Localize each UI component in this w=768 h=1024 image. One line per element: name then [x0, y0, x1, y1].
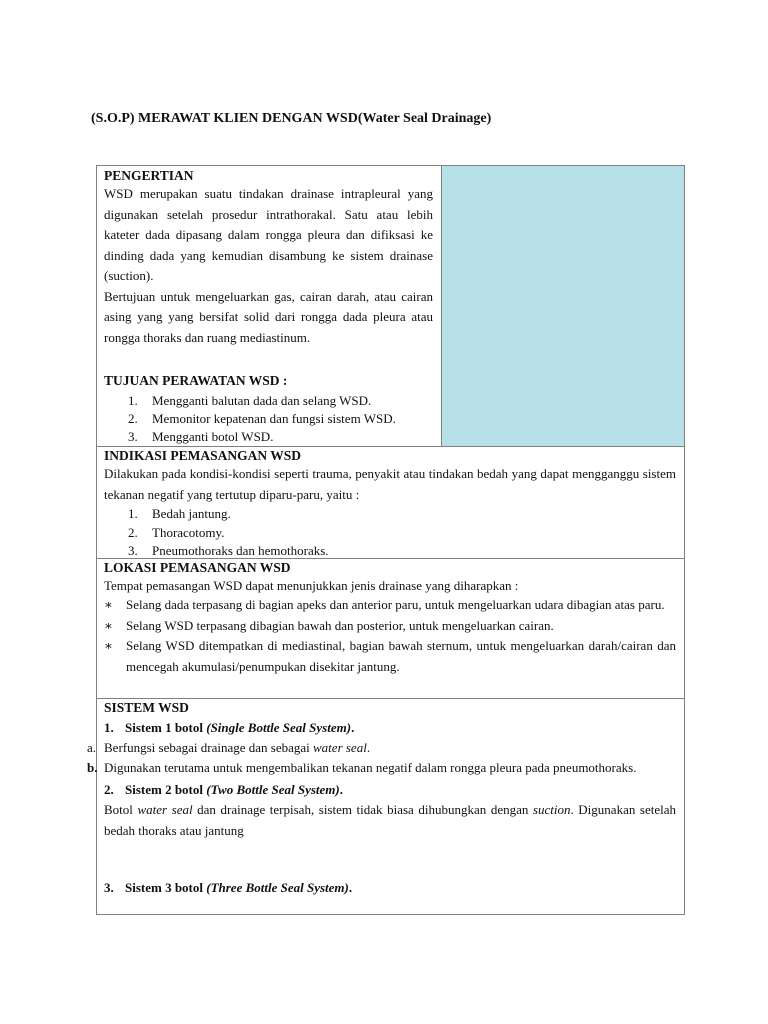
- paragraph-italic: suction: [532, 802, 571, 817]
- item-italic: water seal: [313, 740, 367, 755]
- sistem-3-heading: [97, 878, 684, 898]
- lokasi-section: [97, 559, 684, 699]
- sistem-2-label-italic: (Two Bottle Seal System): [206, 782, 340, 797]
- pengertian-heading: PENGERTIAN: [104, 168, 194, 183]
- document-title: (S.O.P) MERAWAT KLIEN DENGAN WSD(Water Seal Drainage): [91, 111, 492, 126]
- list-item: [104, 524, 676, 543]
- sistem-1-item-b: [87, 758, 684, 778]
- list-number: 1.: [104, 720, 114, 735]
- sistem-1-label-italic: (Single Bottle Seal System): [206, 720, 352, 735]
- paragraph-text: Botol: [104, 802, 138, 817]
- lokasi-paragraph: Tempat pemasangan WSD dapat menunjukkan jenis drainase yang diharapkan :: [104, 578, 519, 593]
- list-item: [97, 636, 676, 677]
- list-number: 3.: [104, 880, 114, 895]
- indikasi-section: [97, 447, 684, 559]
- sistem-2-heading: [97, 780, 684, 800]
- pengertian-paragraph-2: Bertujuan untuk mengeluarkan gas, cairan darah, atau cairan asing yang yang bersifat solid dari rongga dada pleura atau rongga thoraks dan ruang mediastinum.: [104, 288, 433, 345]
- sistem-1-item-a: [87, 738, 684, 758]
- item-letter: a.: [87, 740, 97, 755]
- list-text: Mengganti botol WSD.: [152, 429, 274, 444]
- list-text: Memonitor kepatenan dan fungsi sistem WSD.: [152, 411, 396, 426]
- item-text: Digunakan terutama untuk mengembalikan tekanan negatif dalam rongga pleura pada pneumothoraks.: [104, 760, 637, 775]
- blue-shaded-cell: [442, 166, 684, 446]
- list-text: Selang dada terpasang di bagian apeks dan anterior paru, untuk mengeluarkan udara dibagian atas paru.: [126, 597, 665, 612]
- sistem-3-label-italic: (Three Bottle Seal System): [206, 880, 349, 895]
- list-text: Bedah jantung.: [152, 506, 231, 521]
- tujuan-list: [104, 392, 433, 446]
- paragraph-text: dan drainage terpisah, sistem tidak biasa dihubungkan dengan: [192, 802, 533, 817]
- list-number: 2.: [128, 411, 138, 426]
- list-text: Pneumothoraks dan hemothoraks.: [152, 543, 329, 558]
- list-item: [97, 616, 676, 637]
- asterisk-bullet-icon: ∗: [104, 617, 113, 633]
- sistem-section: [87, 699, 684, 916]
- lokasi-bullet-list: [97, 595, 684, 677]
- item-text: Berfungsi sebagai drainage dan sebagai: [104, 740, 314, 755]
- sistem-2-label-end: .: [339, 782, 343, 797]
- item-end: .: [366, 740, 371, 755]
- indikasi-list: [104, 505, 676, 561]
- asterisk-bullet-icon: ∗: [104, 638, 113, 653]
- list-number: 1.: [128, 506, 138, 521]
- paragraph-italic: water seal: [137, 802, 193, 817]
- pengertian-section: [97, 166, 684, 447]
- list-item: [104, 410, 433, 428]
- sistem-1-label: Sistem 1 botol: [125, 720, 207, 735]
- lokasi-heading: LOKASI PEMASANGAN WSD: [104, 560, 291, 575]
- pengertian-cell: [97, 166, 442, 446]
- list-text: Mengganti balutan dada dan selang WSD.: [152, 393, 372, 408]
- list-text: Selang WSD ditempatkan di mediastinal, bagian bawah sternum, untuk mengeluarkan darah/cairan dan mencegah akumulasi/penumpukan disekitar jantung.: [126, 638, 676, 674]
- list-item: [104, 392, 433, 410]
- sistem-2-paragraph: [97, 800, 684, 841]
- list-number: 2.: [104, 782, 114, 797]
- list-item: [104, 505, 676, 524]
- sistem-2-label: Sistem 2 botol: [125, 782, 207, 797]
- pengertian-paragraph-1: WSD merupakan suatu tindakan drainase intrapleural yang digunakan setelah prosedur intrathorakal. Satu atau lebih kateter dada dipasang dalam rongga pleura dan difiksasi ke dinding dada yang kemudian disambung ke sistem drainase (suction).: [104, 186, 433, 283]
- sistem-heading: SISTEM WSD: [104, 700, 189, 715]
- sop-table: [87, 165, 685, 915]
- list-number: 3.: [128, 543, 138, 558]
- list-item: [97, 595, 676, 616]
- list-number: 3.: [128, 429, 138, 444]
- sistem-3-label: Sistem 3 botol: [125, 880, 207, 895]
- indikasi-heading: INDIKASI PEMASANGAN WSD: [104, 448, 302, 463]
- list-number: 2.: [128, 524, 138, 540]
- list-item: [104, 542, 676, 561]
- sistem-3-label-end: .: [348, 880, 353, 895]
- sistem-1-heading: [97, 718, 684, 738]
- item-letter: b.: [87, 760, 98, 775]
- paragraph-text: . Digunakan setelah bedah thoraks atau jantung: [104, 802, 676, 838]
- asterisk-bullet-icon: ∗: [104, 597, 113, 612]
- list-text: Selang WSD terpasang dibagian bawah dan posterior, untuk mengeluarkan cairan.: [126, 617, 554, 633]
- list-text: Thoracotomy.: [152, 524, 225, 540]
- tujuan-heading: TUJUAN PERAWATAN WSD :: [104, 373, 288, 388]
- list-number: 1.: [128, 393, 138, 408]
- sistem-1-label-end: .: [351, 720, 355, 735]
- indikasi-paragraph: Dilakukan pada kondisi-kondisi seperti trauma, penyakit atau tindakan bedah yang dapat mengganggu sistem tekanan negatif yang tertutup diparu-paru, yaitu :: [104, 466, 676, 502]
- list-item: [104, 428, 433, 446]
